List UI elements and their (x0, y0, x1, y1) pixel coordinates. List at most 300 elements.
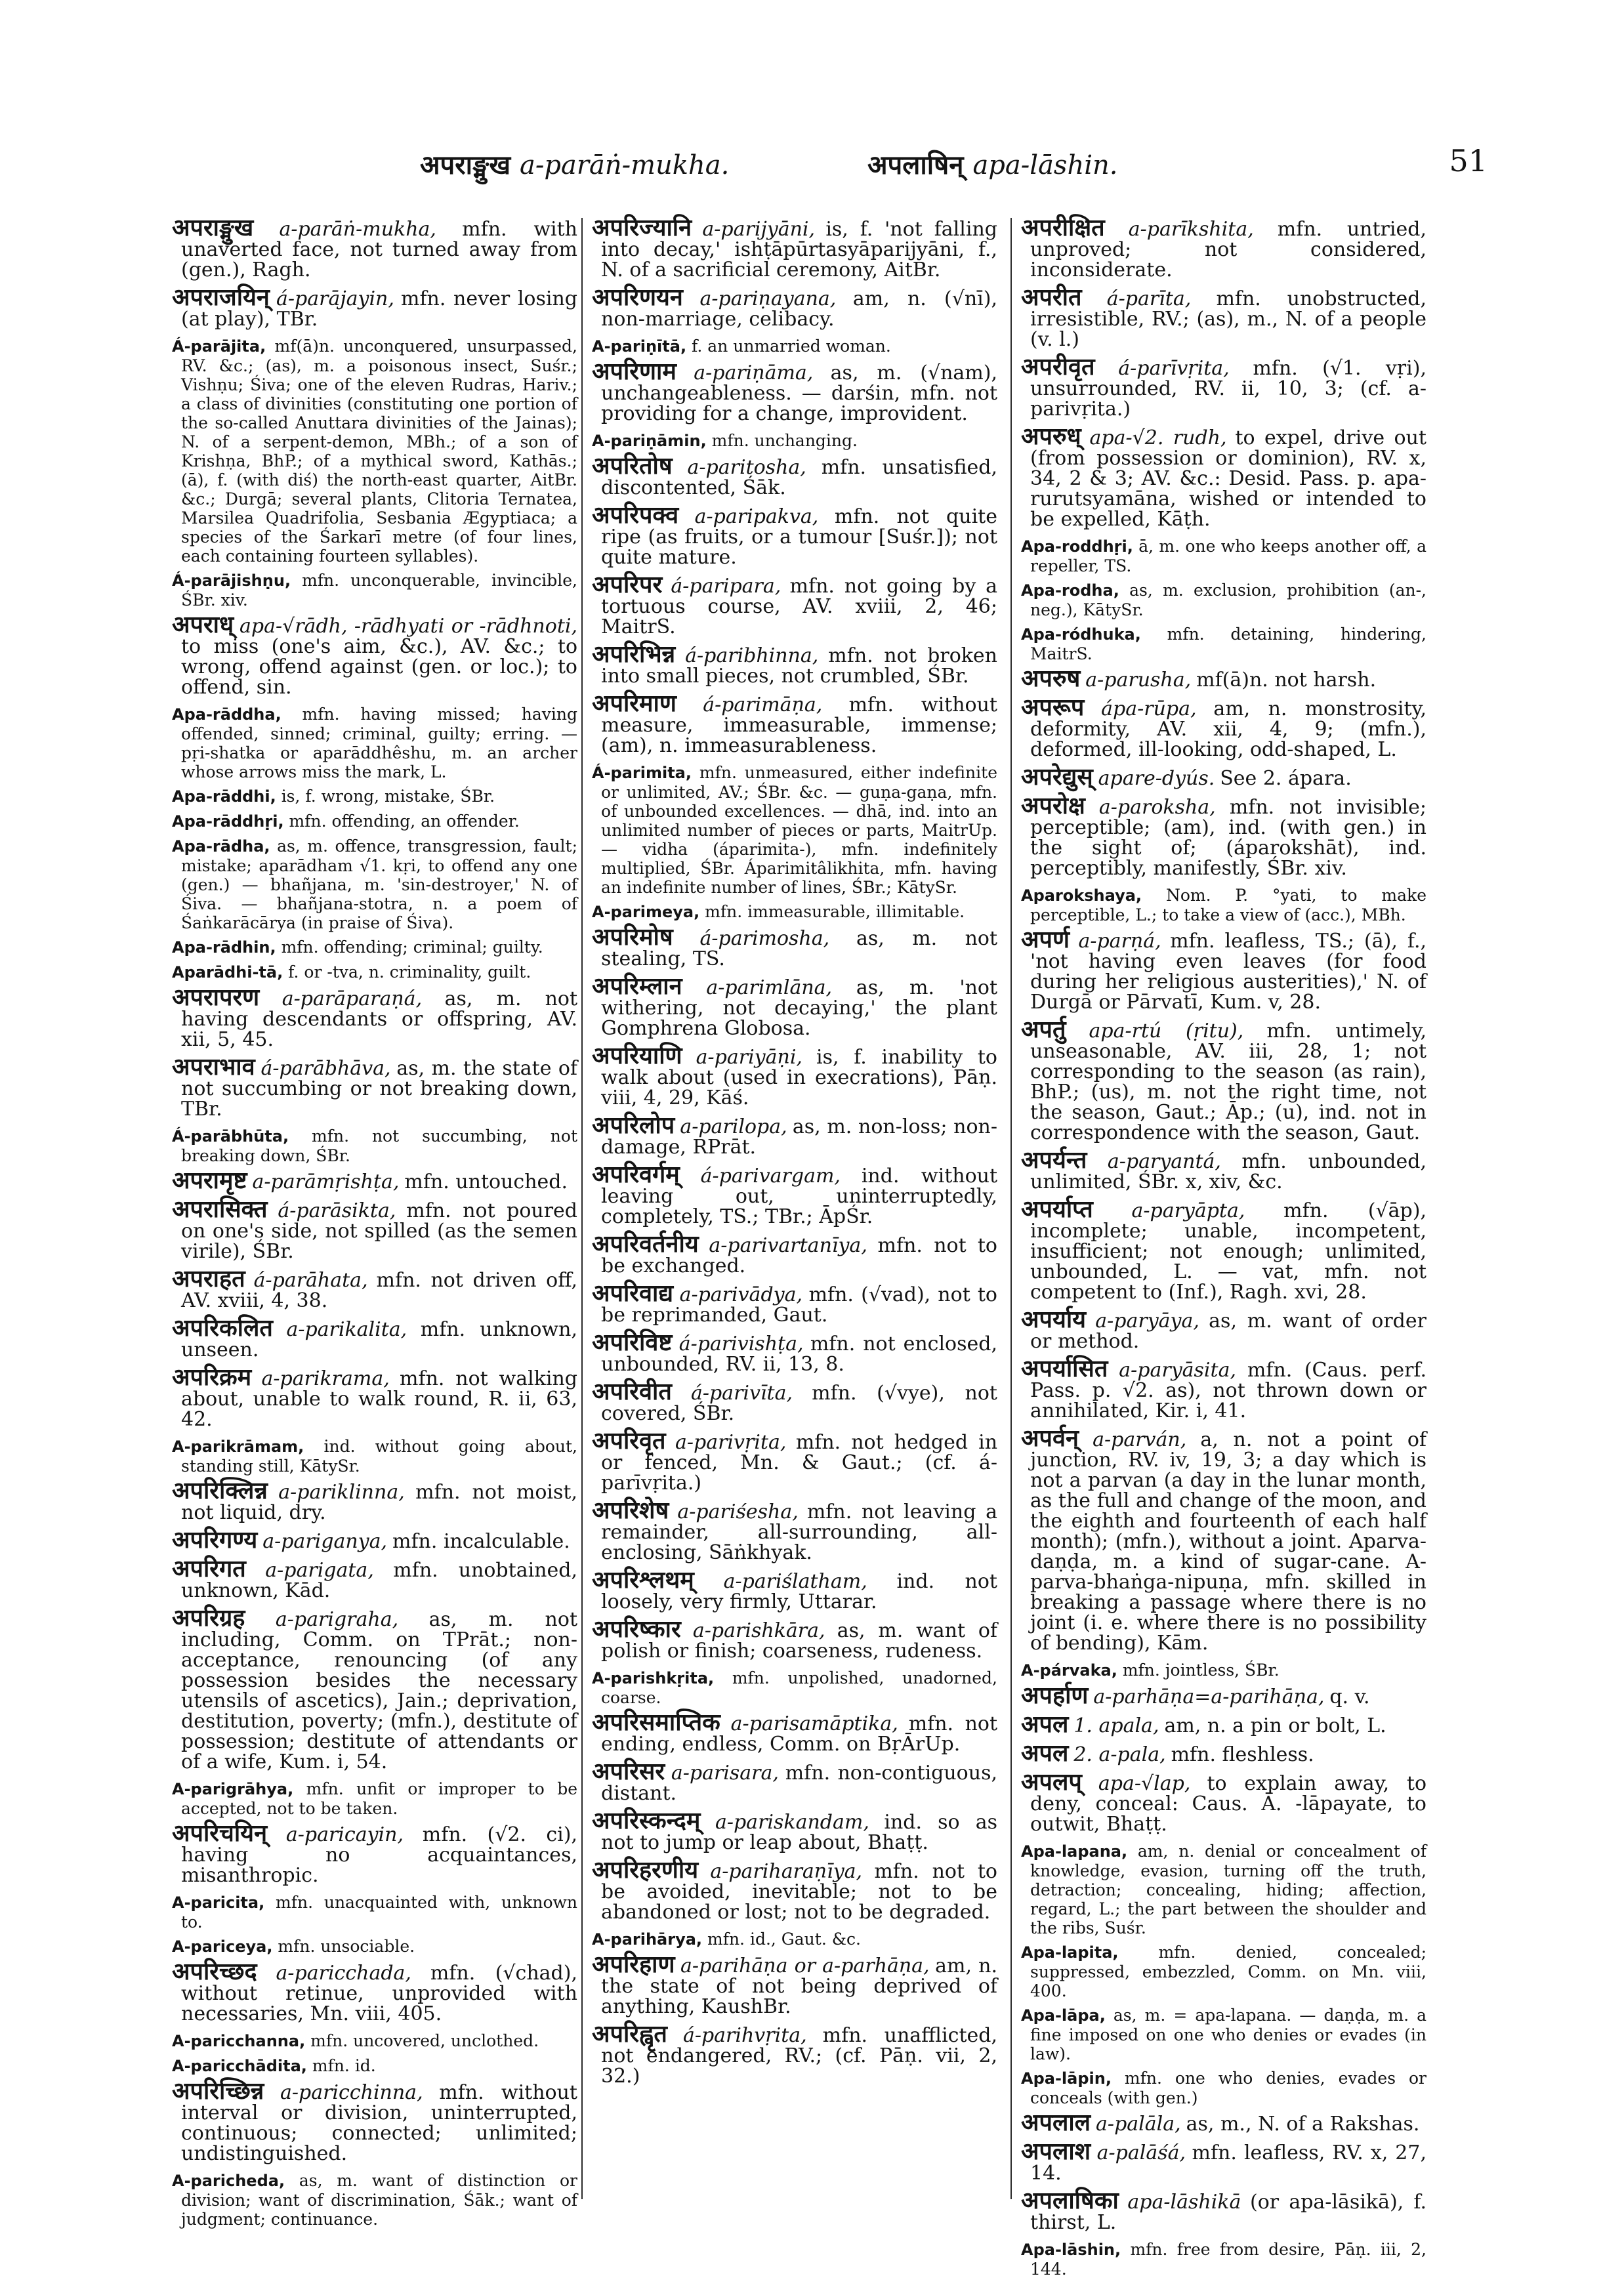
entry-definition: to explain away, to deny, conceal: Caus. Ā. -lāpayate, to outwit, Bhaṭṭ. (1030, 1772, 1427, 1836)
dictionary-subentry (1021, 625, 1426, 663)
subentry-definition: mfn. unfit or improper to be accepted, not to be taken. (181, 1779, 577, 1818)
entry-transliteration: a-paricayin, (285, 1823, 404, 1846)
subentry-headword: Á-parājita, (172, 337, 266, 356)
subentry-headword: Apa-rāddhi, (172, 787, 276, 806)
entry-headword: अपरिम्लान (592, 972, 682, 1000)
subentry-headword: A-paricchādita, (172, 2057, 307, 2075)
entry-transliteration: a-paryāsita, (1119, 1359, 1237, 1382)
entry-headword: अपराभाव (172, 1053, 255, 1081)
dictionary-subentry (1021, 581, 1426, 619)
dictionary-entry (172, 1314, 578, 1361)
dictionary-entry (172, 1167, 577, 1194)
entry-definition: as, m. not having descendants or offspring, AV. xii, 5, 45. (181, 987, 578, 1051)
entry-definition: mfn. not to be exchanged. (601, 1234, 997, 1277)
entry-definition: mfn. incalculable. (392, 1530, 570, 1553)
entry-transliteration: á-parihvṛita, (682, 2024, 807, 2047)
dictionary-entry (592, 972, 998, 1040)
subentry-definition: mfn. unpolished, unadorned, coarse. (601, 1668, 997, 1707)
dictionary-subentry (1021, 2240, 1426, 2279)
subentry-headword: A-pariceya, (172, 1937, 273, 1956)
entry-transliteration: a-parishkāra, (692, 1619, 825, 1642)
running-head-left-devanagari: अपराङ्मुख (420, 150, 511, 180)
entry-headword: अपरिगत (172, 1555, 246, 1582)
subentry-definition: mfn. free from desire, Pāṇ. iii, 2, 144. (1030, 2240, 1426, 2279)
subentry-definition: ind. without going about, standing still, KātySr. (181, 1437, 578, 1476)
entry-definition: mfn. unafflicted, not endangered, RV.; (cf. Pāṇ. vii, 2, 32.) (601, 2024, 998, 2088)
entry-definition: mfn. not invisible; perceptible; (am), ind. (with gen.) in the sight of; (áparokshāt), ind. perceptibly, manifestly, ŚBr. xiv. (1030, 796, 1427, 880)
entry-transliteration: 1. apala, (1073, 1714, 1159, 1737)
entry-headword: अपराहत (172, 1265, 245, 1292)
entry-headword: अपरिवृत (592, 1427, 666, 1455)
dictionary-entry (1021, 1016, 1426, 1144)
subentry-definition: mfn. having missed; having offended, sinned; criminal, guilty; erring. — pṛi-shatka or aparāddhêshu, m. an archer whose arrows miss the mark, L. (181, 705, 577, 781)
entry-headword: अपलप् (1021, 1768, 1082, 1796)
dictionary-subentry (172, 1893, 577, 1932)
dictionary-subentry (172, 812, 577, 831)
dictionary-subentry (1021, 1842, 1426, 1937)
entry-headword: अपरीक्षित (1021, 214, 1105, 241)
dictionary-entry (1021, 1424, 1427, 1655)
dictionary-entry (172, 1195, 577, 1263)
entry-definition: as, m. the state of not succumbing or not breaking down, TBr. (181, 1057, 578, 1121)
entry-headword: अपराध् (172, 611, 234, 638)
entry-transliteration: a-pariklinna, (278, 1481, 405, 1504)
entry-definition: mfn. with unaverted face, not turned away from (gen.), Ragh. (181, 218, 577, 281)
entry-definition: am, n. a pin or bolt, L. (1164, 1714, 1386, 1737)
entry-transliteration: á-parājayin, (276, 287, 394, 310)
subentry-definition: mfn. unchanging. (711, 431, 858, 450)
dictionary-entry (172, 1604, 577, 1773)
entry-headword: अपरापरण (172, 983, 260, 1011)
entry-headword: अपरिच्छद (172, 1958, 257, 1985)
subentry-headword: Apa-ródhuka, (1021, 625, 1141, 644)
entry-definition: as, m. non-loss; non-damage, RPrāt. (601, 1115, 998, 1159)
dictionary-entry (592, 1161, 998, 1228)
entry-headword: अपरिमाण (592, 690, 677, 717)
entry-headword: अपरुष (1021, 665, 1081, 692)
entry-definition: am, n. (√nī), non-marriage, celibacy. (601, 287, 997, 331)
entry-transliteration: a-parihāṇa or a-parhāṇa, (680, 1954, 930, 1977)
subentry-definition: mfn. id. (312, 2056, 376, 2075)
dictionary-subentry (172, 962, 577, 982)
dictionary-entry (172, 983, 578, 1051)
running-head-center (867, 146, 1117, 182)
entry-headword: अपरिविष्ट (592, 1329, 673, 1356)
entry-definition: mfn. (√vye), not covered, ŚBr. (601, 1382, 997, 1425)
entry-transliteration: a-paricchinna, (280, 2081, 423, 2104)
dictionary-subentry (592, 431, 997, 451)
entry-definition: am, n. monstrosity, deformity, AV. xii, 4, 9; (mfn.), deformed, ill-looking, odd-shaped, L. (1030, 697, 1427, 761)
dictionary-entry (592, 452, 998, 499)
entry-definition: mfn. not hedged in or fenced, Mn. & Gaut.; (cf. á-parīvṛita.) (601, 1431, 998, 1495)
dictionary-subentry (592, 337, 997, 356)
column-rule-2 (1010, 218, 1012, 2199)
subentry-definition: mfn. denied, concealed; suppressed, embezzled, Comm. on Mn. viii, 400. (1030, 1943, 1426, 2000)
dictionary-entry (172, 1819, 578, 1887)
entry-definition: mfn. without interval or division, uninterrupted, continuous; connected; unlimited; undistinguished. (181, 2081, 577, 2165)
entry-headword: अपरिसमाप्तिक (592, 1708, 720, 1736)
entry-definition: mfn. (√2. ci), having no acquaintances, misanthropic. (181, 1823, 578, 1887)
entry-transliteration: apare-dyús. (1098, 767, 1215, 790)
entry-transliteration: a-parikalita, (286, 1318, 407, 1341)
subentry-headword: A-parigrāhya, (172, 1780, 294, 1798)
subentry-headword: Apa-rodha, (1021, 581, 1119, 600)
entry-transliteration: a-parigraha, (275, 1608, 399, 1631)
entry-definition: mfn. (√vad), not to be reprimanded, Gaut. (601, 1283, 997, 1327)
entry-transliteration: a-parilopa, (680, 1115, 787, 1138)
dictionary-entry (1021, 1355, 1426, 1422)
entry-definition: mfn. not poured on one's side, not spilled (as the semen virile), ŚBr. (181, 1199, 577, 1263)
subentry-headword: Á-parājishṇu, (172, 571, 291, 590)
dictionary-entry (1021, 1195, 1426, 1304)
dictionary-subentry (1021, 537, 1426, 575)
entry-headword: अपरुध् (1021, 423, 1081, 450)
dictionary-entry (172, 611, 578, 699)
entry-headword: अपरिपर (592, 571, 663, 598)
entry-transliteration: a-parván, (1093, 1428, 1187, 1451)
entry-definition: am, n. the state of not being deprived of anything, KaushBr. (601, 1954, 998, 2018)
subentry-headword: A-párvaka, (1021, 1661, 1117, 1680)
entry-headword: अपरिवर्गम् (592, 1161, 680, 1188)
entry-headword: अपर्हाण (1021, 1682, 1089, 1709)
entry-headword: अपरिकलित (172, 1314, 273, 1342)
dictionary-entry (172, 214, 577, 281)
dictionary-subentry (172, 1779, 577, 1818)
entry-transliteration: a-pariṇāma, (694, 362, 814, 384)
page-header (172, 143, 1488, 185)
entry-transliteration: a-paripakva, (694, 505, 819, 528)
dictionary-entry (592, 640, 998, 688)
entry-definition: mfn. unobstructed, irresistible, RV.; (as), m., N. of a people (v. l.) (1030, 287, 1426, 351)
dictionary-subentry (172, 1127, 577, 1165)
running-head-left (420, 146, 729, 182)
entry-definition: See 2. ápara. (1220, 767, 1352, 790)
entry-headword: अपल (1021, 1739, 1069, 1767)
subentry-definition: as, m. = apa-lapana. — daṇḍa, m. a fine imposed on one who denies or evades (in law). (1030, 2006, 1426, 2063)
entry-headword: अपर्ण (1021, 926, 1070, 953)
subentry-headword: Aparādhi-tā, (172, 963, 283, 982)
dictionary-subentry (1021, 2069, 1426, 2107)
dictionary-entry (1021, 1768, 1427, 1836)
entry-headword: अपरामृष्ट (172, 1167, 247, 1194)
entry-transliteration: a-parṇá, (1078, 930, 1161, 953)
entry-headword: अपरिक्रम (172, 1363, 252, 1391)
subentry-definition: f. an unmarried woman. (692, 337, 891, 356)
dictionary-subentry (592, 1930, 997, 1949)
entry-headword: अपरिगण्य (172, 1526, 258, 1554)
entry-definition: mfn. (√chad), without retinue, unprovided with necessaries, Mn. viii, 405. (181, 1962, 577, 2025)
running-head-left-translit: a-parāṅ-mukha. (520, 150, 730, 180)
entry-transliteration: 2. a-pala, (1073, 1743, 1166, 1766)
subentry-definition: mfn. immeasurable, illimitable. (705, 902, 965, 921)
subentry-headword: Apa-lāshin, (1021, 2241, 1121, 2259)
entry-definition: mfn. never losing (at play), TBr. (181, 287, 578, 331)
subentry-headword: Apa-rāddha, (172, 705, 281, 724)
dictionary-entry (592, 690, 997, 757)
entry-transliteration: á-parīta, (1106, 287, 1192, 310)
entry-transliteration: á-parābhāva, (260, 1057, 391, 1080)
entry-transliteration: á-paribhinna, (685, 644, 819, 667)
entry-definition: mfn. not ending, endless, Comm. on BṛĀrUp. (601, 1712, 998, 1756)
entry-transliteration: a-parivādya, (679, 1283, 803, 1306)
dictionary-entry (1021, 926, 1427, 1014)
dictionary-entry (592, 1615, 998, 1663)
dictionary-entry (1021, 423, 1426, 531)
entry-transliteration: a-parāparaṇá, (281, 987, 423, 1010)
entry-headword: अपरिसर (592, 1758, 665, 1785)
entry-transliteration: a-parimlāna, (706, 976, 833, 999)
subentry-headword: Apa-rāddhṛi, (172, 812, 284, 831)
dictionary-subentry (172, 938, 577, 957)
dictionary-entry (1021, 693, 1427, 761)
entry-transliteration: a-pariyāṇi, (696, 1046, 802, 1069)
entry-transliteration: a-parusha, (1085, 669, 1192, 692)
entry-definition: mf(ā)n. not harsh. (1196, 669, 1377, 692)
dictionary-entry (592, 1758, 998, 1805)
entry-transliteration: a-paricchada, (276, 1962, 411, 1985)
entry-headword: अपरिह्वृत (592, 2020, 667, 2048)
dictionary-subentry (172, 705, 577, 781)
page-number: 51 (1449, 143, 1488, 178)
dictionary-entry (1021, 1739, 1426, 1767)
entry-transliteration: á-parivīta, (690, 1382, 793, 1405)
subentry-definition: mfn. offending, an offender. (289, 812, 520, 831)
entry-definition: mfn. not quite ripe (as fruits, or a tumour [Suśr.]); not quite mature. (601, 505, 997, 569)
entry-headword: अपरिज्यानि (592, 214, 692, 241)
entry-definition: mfn. not driven off, AV. xviii, 4, 38. (181, 1269, 577, 1312)
dictionary-entry (592, 1856, 997, 1924)
entry-headword: अपरिवर्तनीय (592, 1230, 699, 1258)
column-2 (592, 214, 998, 2212)
dictionary-subentry (1021, 1943, 1426, 2000)
entry-headword: अपरिश्लथम् (592, 1566, 694, 1594)
subentry-definition: mfn. unacquainted with, unknown to. (181, 1893, 577, 1932)
dictionary-entry (172, 2077, 577, 2165)
subentry-headword: A-pariṇītā, (592, 337, 687, 356)
entry-transliteration: á-parimāṇa, (703, 693, 823, 716)
entry-definition: q. v. (1329, 1685, 1370, 1708)
entry-headword: अपलाश (1021, 2138, 1091, 2165)
entry-headword: अपलाषिका (1021, 2187, 1119, 2214)
dictionary-entry (172, 1265, 577, 1312)
dictionary-entry (592, 283, 997, 331)
entry-transliteration: a-pariharaṇīya, (710, 1860, 863, 1883)
entry-headword: अपरीत (1021, 283, 1082, 311)
subentry-headword: A-paricchanna, (172, 2032, 306, 2050)
entry-definition: mfn. untouched. (404, 1170, 568, 1193)
entry-headword: अपराजयिन् (172, 283, 270, 311)
entry-definition: as, m., N. of a Rakshas. (1186, 2113, 1420, 2136)
dictionary-subentry (592, 902, 997, 922)
entry-transliteration: a-parivartanīya, (709, 1234, 867, 1257)
entry-transliteration: a-pariśesha, (677, 1500, 799, 1523)
entry-headword: अपरिवाद्य (592, 1279, 674, 1307)
entry-definition: mfn. (√1. vṛi), unsurrounded, RV. ii, 10, 3; (cf. a-parivṛita.) (1030, 357, 1426, 421)
entry-definition: ind. without leaving out, uninterruptedly, completely, TS.; TBr.; ĀpŚr. (601, 1165, 998, 1228)
entry-headword: अपर्याप्त (1021, 1195, 1093, 1223)
entry-transliteration: a-paryāpta, (1131, 1199, 1245, 1222)
subentry-definition: as, m. exclusion, prohibition (an-, neg.), KātySr. (1030, 581, 1426, 619)
entry-headword: अपर्यन्त (1021, 1146, 1087, 1174)
entry-headword: अपर्तु (1021, 1016, 1066, 1043)
entry-definition: mfn. leafless, RV. x, 27, 14. (1030, 2141, 1426, 2185)
entry-headword: अपर्वन् (1021, 1424, 1079, 1452)
column-1 (172, 214, 578, 2229)
entry-transliteration: a-parāṅ-mukha, (279, 218, 436, 241)
dictionary-subentry (592, 1668, 997, 1707)
entry-definition: mfn. (√āp), incomplete; unable, incompetent, insufficient; not enough; unlimited, unbounded, L. — vat, mfn. not competent to (Inf.), Ragh. xvi, 28. (1030, 1199, 1426, 1304)
entry-transliteration: á-paripara, (671, 575, 781, 598)
entry-headword: अपरिलोप (592, 1111, 675, 1139)
entry-definition: mfn. unobtained, unknown, Kād. (181, 1559, 577, 1602)
entry-definition: mfn. fleshless. (1171, 1743, 1314, 1766)
dictionary-entry (172, 1526, 577, 1554)
entry-headword: अपरासिक्त (172, 1195, 268, 1223)
subentry-headword: A-parikrāmam, (172, 1437, 304, 1456)
entry-transliteration: a-parisara, (671, 1762, 779, 1785)
entry-definition: to miss (one's aim, &c.), AV. &c.; to wrong, offend against (gen. or loc.); to offend, sin. (181, 635, 577, 699)
entry-definition: mfn. not to be avoided, inevitable; not to be abandoned or lost; not to be degraded. (601, 1860, 997, 1924)
entry-definition: mfn. not enclosed, unbounded, RV. ii, 13, 8. (601, 1333, 997, 1376)
subentry-definition: as, m. offence, transgression, fault; mistake; aparādham √1. kṛi, to offend any one (gen.) — bhañjana, m. 'sin-destroyer,' N. of Śiva. — bhañjana-stotra, n. a poem of Śaṅkarācārya (in praise of Śiva). (181, 837, 577, 932)
entry-headword: अपरिवीत (592, 1378, 672, 1405)
entry-transliteration: á-parivargam, (700, 1165, 841, 1188)
entry-definition: (or apa-lāsikā), f. thirst, L. (1030, 2191, 1426, 2234)
subentry-definition: mfn. unsociable. (278, 1937, 415, 1956)
entry-transliteration: apa-√rādh, -rādhyati or -rādhnoti, (239, 615, 578, 638)
entry-transliteration: ápa-rūpa, (1101, 697, 1197, 720)
dictionary-entry (172, 1555, 577, 1602)
entry-headword: अपरियाणि (592, 1042, 682, 1069)
entry-headword: अपरोक्ष (1021, 792, 1085, 819)
entry-transliteration: apa-lāshikā (1127, 2191, 1241, 2214)
subentry-definition: mfn. detaining, hindering, MaitrS. (1030, 625, 1426, 663)
subentry-definition: mfn. unconquerable, invincible, ŚBr. xiv. (181, 571, 577, 610)
column-rule-1 (581, 218, 583, 2199)
entry-definition: mfn. leafless, TS.; (ā), f., 'not having even leaves (for food during her religious austerities),' N. of Durgā or Pārvatī, Kum. v, 28. (1030, 930, 1427, 1014)
dictionary-entry (592, 501, 997, 569)
entry-transliteration: apa-rtú (ṛitu), (1089, 1020, 1244, 1043)
entry-definition: as, m. (√nam), unchangeableness. — darśin, mfn. not providing for a change, improvident. (601, 362, 998, 425)
entry-transliteration: á-parimosha, (699, 927, 830, 950)
subentry-headword: Apa-rādha, (172, 837, 270, 856)
entry-transliteration: a-paryāya, (1095, 1310, 1199, 1333)
subentry-headword: A-paricita, (172, 1893, 265, 1912)
subentry-headword: Apa-lāpa, (1021, 2006, 1106, 2025)
dictionary-entry (1021, 2138, 1426, 2185)
subentry-definition: mfn. uncovered, unclothed. (310, 2031, 539, 2050)
entry-headword: अपरिणाम (592, 358, 677, 385)
entry-definition: mfn. not going by a tortuous course, AV. xviii, 2, 46; MaitrS. (601, 575, 997, 638)
dictionary-entry (592, 1807, 998, 1854)
entry-definition: mfn. unbounded, unlimited, ŚBr. x, xiv, &c. (1030, 1150, 1427, 1193)
subentry-headword: A-parishkṛita, (592, 1669, 715, 1687)
dictionary-entry (592, 2020, 998, 2088)
entry-transliteration: á-parāsikta, (278, 1199, 396, 1222)
entry-definition: mfn. untried, unproved; not considered, inconsiderate. (1030, 218, 1426, 281)
subentry-headword: Apa-lāpin, (1021, 2069, 1112, 2088)
dictionary-subentry (1021, 886, 1426, 924)
dictionary-entry (1021, 1710, 1426, 1738)
subentry-headword: A-parihārya, (592, 1930, 703, 1949)
entry-definition: to expel, drive out (from possession or dominion), RV. x, 34, 2 & 3; AV. &c.: Desid. Pass. p. apa-rurutsyamāna, wished or intended to be expelled, Kāṭh. (1030, 426, 1426, 531)
subentry-definition: is, f. wrong, mistake, ŚBr. (281, 787, 495, 806)
entry-headword: अपरिच्छिन्न (172, 2077, 264, 2105)
entry-headword: अपरिष्कार (592, 1615, 681, 1643)
entry-definition: mfn. not walking about, unable to walk round, R. ii, 63, 42. (181, 1367, 577, 1431)
entry-transliteration: a-pariganya, (262, 1530, 388, 1553)
entry-headword: अपर्यासित (1021, 1355, 1108, 1382)
subentry-headword: Apa-lapita, (1021, 1943, 1119, 1962)
entry-definition: ind. so as not to jump or leap about, Bhaṭṭ. (601, 1811, 998, 1854)
entry-headword: अपर्याय (1021, 1306, 1087, 1333)
entry-headword: अपरिक्लिन्न (172, 1477, 268, 1504)
entry-definition: as, m. want of polish or finish; coarseness, rudeness. (601, 1619, 998, 1663)
running-head-center-translit: apa-lāshin. (972, 150, 1118, 180)
entry-headword: अपरीवृत (1021, 353, 1095, 381)
dictionary-subentry (172, 571, 577, 610)
column-3 (1021, 214, 1427, 2279)
dictionary-entry (592, 1111, 998, 1159)
dictionary-entry (172, 1958, 577, 2025)
entry-transliteration: apa-√lap, (1098, 1772, 1191, 1795)
dictionary-subentry (172, 787, 577, 806)
entry-transliteration: a-parhāṇa=a-parihāṇa, (1093, 1685, 1325, 1708)
dictionary-entry (1021, 214, 1426, 281)
entry-transliteration: á-parāhata, (253, 1269, 368, 1292)
entry-transliteration: a-parikrama, (261, 1367, 390, 1390)
entry-transliteration: apa-√2. rudh, (1089, 426, 1227, 449)
subentry-headword: A-pariṇāmin, (592, 432, 707, 450)
entry-transliteration: a-parijyāni, (702, 218, 816, 241)
subentry-definition: mf(ā)n. unconquered, unsurpassed, RV. &c.; (as), m. a poisonous insect, Suśr.; Vishṇu; Śiva; one of the eleven Rudras, Hariv.; a class of divinities (constituting one portion of the so-called Anuttara divinities of the Jainas); N. of a serpent-demon, MBh.; of a son of Krishṇa, BhP.; of a mythical sword, Kathās.; (ā), f. (with diś) the north-east quarter, AitBr. &c.; Durgā; several plants, Clitoria Ternatea, Marsilea Quadrifolia, Sesbania Ægyptiaca; a species of the Śarkarī metre (of four lines, each containing fourteen syllables). (181, 337, 577, 566)
entry-transliteration: a-parīkshita, (1128, 218, 1254, 241)
entry-definition: mfn. without measure, immeasurable, immense; (am), n. immeasurableness. (601, 693, 997, 757)
dictionary-entry (592, 1566, 997, 1613)
dictionary-entry (1021, 763, 1426, 791)
dictionary-entry (172, 1053, 578, 1121)
dictionary-subentry (172, 2031, 577, 2051)
dictionary-entry (592, 1230, 997, 1277)
dictionary-entry (592, 1279, 997, 1327)
dictionary-entry (592, 1329, 997, 1376)
entry-headword: अपरिमोष (592, 923, 673, 951)
subentry-definition: mfn. not succumbing, not breaking down, ŚBr. (181, 1127, 577, 1165)
entry-headword: अपलाल (1021, 2109, 1091, 2136)
entry-headword: अपल (1021, 1710, 1069, 1738)
subentry-definition: mfn. id., Gaut. &c. (707, 1930, 861, 1949)
dictionary-entry (592, 1427, 998, 1495)
entry-transliteration: a-parāmṛishṭa, (252, 1170, 400, 1193)
entry-definition: a, n. not a point of junction, RV. iv, 19, 3; a day which is not a parvan (a day in the lunar month, as the full and change of the moon, and the eighth and fourteenth of each half month); (mfn.), without a joint. Aparva-daṇḍa, m. a kind of sugar-cane. A-parva-bhaṅga-nipuṇa, mfn. skilled in breaking a passage where there is no joint (i. e. where there is no possibility of bending), Kām. (1030, 1428, 1427, 1655)
entry-transliteration: a-pariṇayana, (699, 287, 837, 310)
entry-definition: as, m. want of order or method. (1030, 1310, 1426, 1353)
entry-definition: is, f. 'not falling into decay,' ishṭāpūrtasyāparijyāni, f., N. of a sacrificial ceremony, AitBr. (601, 218, 997, 281)
entry-transliteration: á-parīvṛita, (1118, 357, 1230, 380)
dictionary-entry (592, 1378, 997, 1425)
entry-definition: is, f. inability to walk about (used in execrations), Pāṇ. viii, 4, 29, Kāś. (601, 1046, 997, 1109)
subentry-headword: Apa-lapana, (1021, 1842, 1128, 1861)
entry-transliteration: a-paryantá, (1107, 1150, 1221, 1173)
dictionary-entry (172, 1477, 578, 1524)
subentry-headword: Apa-roddhṛi, (1021, 537, 1133, 556)
dictionary-entry (1021, 2187, 1426, 2234)
dictionary-subentry (172, 2056, 577, 2076)
subentry-definition: mfn. one who denies, evades or conceals (with gen.) (1030, 2069, 1426, 2107)
dictionary-subentry (172, 2171, 577, 2229)
subentry-definition: mfn. offending; criminal; guilty. (281, 938, 543, 957)
entry-headword: अपरिहरणीय (592, 1856, 699, 1884)
